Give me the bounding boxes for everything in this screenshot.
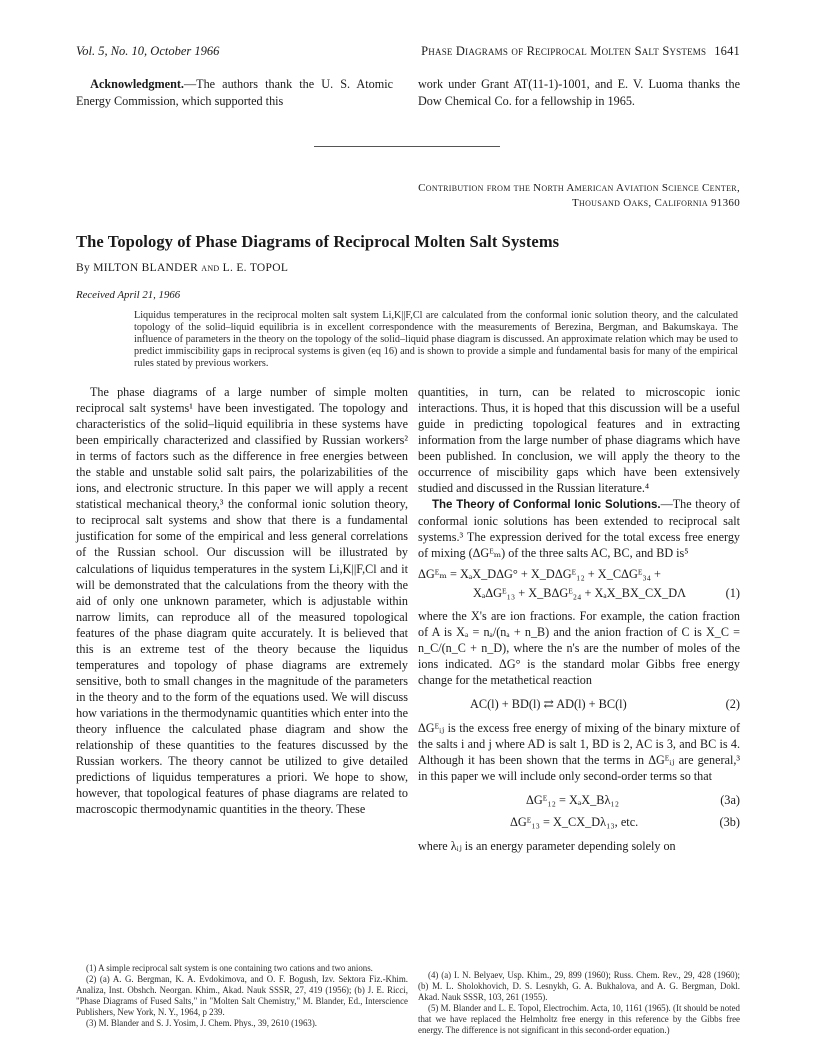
author-and: and <box>201 262 220 274</box>
acknowledgment-right: work under Grant AT(11-1)-1001, and E. V. Luoma thanks the Dow Chemical Co. for a fellowship in 1965. <box>418 77 740 108</box>
paragraph-theory-text: —The theory of conformal ionic solutions has been extended to reciprocal salt systems.³ The expression derived for the total excess free energy of mixing (ΔGᴱₘ) of the three salts AC, BC, and BD is⁵ <box>418 497 741 561</box>
footnote-1: (1) A simple reciprocal salt system is one containing two cations and two anions. <box>86 963 373 973</box>
author-2: L. E. TOPOL <box>222 262 289 274</box>
author-by: By <box>76 262 91 274</box>
footnote-3: (3) M. Blander and S. J. Yosim, J. Chem. Phys., 39, 2610 (1963). <box>86 1017 318 1028</box>
footnotes-right <box>418 970 740 1035</box>
journal-citation: Vol. 5, No. 10, October 1966 <box>76 44 220 58</box>
section-heading-theory: The Theory of Conformal Ionic Solutions. <box>432 499 661 512</box>
equation-3a-number: (3a) <box>720 792 740 807</box>
equation-2-body: AC(l) + BD(l) ⇄ AD(l) + BC(l) <box>470 696 627 711</box>
running-title-text: Phase Diagrams of Reciprocal Molten Salt Systems <box>421 44 707 58</box>
author-1: MILTON BLANDER <box>93 262 199 274</box>
abstract: Liquidus temperatures in the reciprocal molten salt system Li,K||F,Cl are calculated from the conformal ionic solution theory, and the calculated topology of the solid–liquid equilibria is in excellent correspondence with the measurements of Berezina, Bergman, and Bakumskaya. The influence of parameters in the theory on the topology of the solid–liquid phase diagram is discussed. An approximate relation which may be used to predict immiscibility gaps in reciprocal systems is given (eq 16) and is shown to provide a simple and fundamental basis for many of the empirical rules stated by previous workers. <box>134 310 738 370</box>
equation-3a-body: ΔGᴱ₁₂ = XₐX_Bλ₁₂ <box>526 792 620 807</box>
footnote-5: (5) M. Blander and L. E. Topol, Electrochim. Acta, 10, 1161 (1965). (It should be noted that we have replaced the Helmholtz free energy in this reference by the Gibbs free energy. The difference is not significant in this second-order equation.) <box>418 1002 740 1035</box>
paragraph-excess-energy: ΔGᴱᵢⱼ is the excess free energy of mixing of the binary mixture of the salts i and j where AD is salt 1, BD is 2, AC is 3, and BC is 4. Although it has been shown that the terms in ΔGᴱᵢⱼ are general,³ in this paper we will include only second-order terms so that <box>418 720 740 783</box>
contribution-line-2: Thousand Oaks, California 91360 <box>571 196 740 209</box>
equation-1 <box>418 566 740 604</box>
equation-3a <box>418 790 740 812</box>
acknowledgment-left <box>76 76 393 109</box>
body-column-right <box>418 384 740 954</box>
paragraph-continued: quantities, in turn, can be related to microscopic ionic interactions. Thus, it is hoped that this discussion will be a useful guide in predicting topological features and in extracting information from the large number of phase diagrams which have been published. In conclusion, we will apply the theory to the occurrence of miscibility gaps which have been extensively studied and discussed in the Russian literature.⁴ <box>418 385 740 496</box>
acknowledgment-text-left: —The authors thank the U. S. Atomic Energy Commission, which supported this <box>76 77 393 108</box>
contribution-line-1: Contribution from the North American Aviation Science Center, <box>418 182 740 194</box>
author-line <box>76 262 288 274</box>
footnote-2: (2) (a) A. G. Bergman, K. A. Evdokimova, and O. F. Bogush, Izv. Sektora Fiz.-Khim. Analiza, Inst. Obshch. Neorgan. Khim., Akad. Nauk SSSR, 27, 419 (1956); (b) J. E. Ricci, "Phase Diagrams of Fused Salts," in "Molten Salt Chemistry," M. Blander, Ed., Interscience Publishers, New York, N. Y., 1964, p 239. <box>76 973 408 1017</box>
footnotes-left <box>76 963 408 1028</box>
equation-3b <box>418 812 740 834</box>
acknowledgment-heading: Acknowledgment. <box>90 77 184 91</box>
paragraph-ion-fractions: where the X's are ion fractions. For example, the cation fraction of A is Xₐ = nₐ/(nₐ + n_B) and the anion fraction of C is X_C = n_C/(n_C + n_D), where the n's are the number of moles of the ions indicated. ΔG° is the standard molar Gibbs free energy change for the metathetical reaction <box>418 608 740 687</box>
equation-1-number: (1) <box>725 585 740 600</box>
running-title <box>421 44 740 59</box>
equation-2 <box>418 694 740 720</box>
section-divider <box>314 146 500 147</box>
equation-2-number: (2) <box>725 696 740 711</box>
page-number: 1641 <box>714 44 740 58</box>
paragraph-intro: The phase diagrams of a large number of simple molten reciprocal salt systems¹ have been investigated. The topology and characteristics of the solid–liquid equilibria in these systems have been empirically characterized and classified by Russian workers² in terms of factors such as the difference in free energies between the stable and unstable solid salt pairs, the polarizabilities of the ions, and electronic structure. In this paper we will apply a recent statistical mechanical theory,³ the conformal ionic solution theory, to reciprocal salt systems and show that there is a fundamental justification for some of the empirical and less general correlations of the Russian school. Our discussion will be illustrated by calculations of liquidus temperatures in the system Li,K||F,Cl and it will be demonstrated that the calculations from the theory with the aid of only one unknown parameter, which is adjustable within narrow limits, can reproduce all of the measured topological features of the phase diagram quite accurately. It is believed that this is an extreme test of the theory because the liquidus temperatures and topology of phase diagrams are extremely sensitive, both to small changes in the magnitude of the parameters in the theory and to the form of the equations used. We will discuss how variations in the thermodynamic quantities which enter into the theory influence the calculated phase diagram and show the relationship of these quantities to the features discussed by the Russian workers. The theory cannot be utilized to give detailed predictions of liquidus temperatures a priori. We hope to show, however, that topological features of phase diagrams are related to macroscopic thermodynamic quantities in the theory. These <box>76 385 408 817</box>
equation-1-line-2: XₐΔGᴱ₁₃ + X_BΔGᴱ₂₄ + XₐX_BX_CX_DΛ <box>473 585 686 600</box>
article-title: The Topology of Phase Diagrams of Reciprocal Molten Salt Systems <box>76 232 560 251</box>
running-header <box>76 44 740 60</box>
equation-3b-body: ΔGᴱ₁₃ = X_CX_Dλ₁₃, etc. <box>510 814 639 829</box>
footnote-4: (4) (a) I. N. Belyaev, Usp. Khim., 29, 899 (1960); Russ. Chem. Rev., 29, 428 (1960); (b) M. L. Sholokhovich, D. S. Lesnykh, G. A. Bukhalova, and A. G. Bergman, Dokl. Akad. Nauk SSSR, 103, 261 (1955). <box>418 970 740 1002</box>
equation-1-line-1: ΔGᴱₘ = XₐX_DΔG° + X_DΔGᴱ₁₂ + X_CΔGᴱ₃₄ + <box>418 566 661 581</box>
body-column-left <box>76 384 408 817</box>
equation-3b-number: (3b) <box>719 814 740 829</box>
received-date: Received April 21, 1966 <box>76 289 181 301</box>
contribution-affiliation <box>350 181 740 210</box>
paragraph-lambda: where λᵢⱼ is an energy parameter depending solely on <box>418 838 676 853</box>
paragraph-theory <box>418 496 740 561</box>
